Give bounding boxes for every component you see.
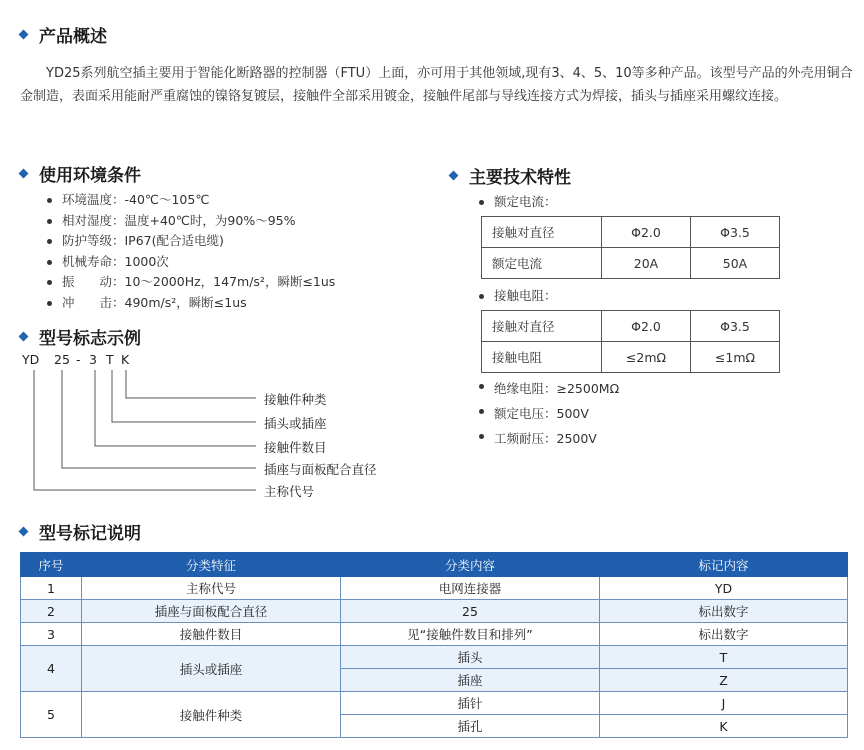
label-main-code: 主称代号 [264,484,315,499]
environment-heading: 使用环境条件 [16,161,141,186]
header-mark: 标记内容 [600,553,848,577]
resistance-table [481,310,780,373]
cell-feature: 接触件种类 [82,692,341,738]
table-row [21,600,848,623]
cell-no: 1 [21,577,82,600]
overview-text: YD25系列航空插主要用于智能化断路器的控制器（FTU）上面，亦可用于其他领域,现有3、4、5、10等多种产品。该型号产品的外壳用铜合金制造，表面采用能耐严重腐蚀的镍铬复镀层，接触件全部采用镀金，接触件尾部与导线连接方式为焊接，插头与插座采用螺纹连接。 [20,66,853,104]
list-item: 振 动：10～2000Hz，147m/s²，瞬断≤1us [44,272,335,293]
cell-mark: T [600,646,848,669]
label-contact-count: 接触件数目 [264,440,327,455]
code-t: T [106,352,114,367]
table-cell: ≤2mΩ [602,342,691,373]
cell-feature: 接触件数目 [82,623,341,646]
table-row [21,623,848,646]
cell-mark: K [600,715,848,738]
model-example-heading: 型号标志示例 [16,324,141,349]
table-row [482,311,780,342]
list-item: 防护等级：IP67(配合适电缆) [44,231,335,252]
table-cell: Φ2.0 [602,217,691,248]
diamond-bullet-icon [19,527,29,537]
table-row [482,248,780,279]
table-cell: 额定电流 [482,248,602,279]
current-table [481,216,780,279]
cell-feature: 插头或插座 [82,646,341,692]
code-k: K [121,352,130,367]
cell-no: 3 [21,623,82,646]
cell-content: 插针 [341,692,600,715]
list-item: 额定电压：500V [476,401,619,426]
table-row [482,217,780,248]
table-cell: 接触对直径 [482,311,602,342]
list-item: 相对湿度：温度+40℃时，为90%～95% [44,211,335,232]
cell-content: 25 [341,600,600,623]
table-cell: Φ3.5 [691,217,780,248]
diamond-bullet-icon [19,30,29,40]
cell-mark: J [600,692,848,715]
table-cell: 50A [691,248,780,279]
model-desc-table [20,552,848,738]
environment-list [44,190,335,313]
cell-content: 插头 [341,646,600,669]
label-diameter: 插座与面板配合直径 [264,462,377,477]
table-row [21,577,848,600]
table-cell: 接触电阻 [482,342,602,373]
header-content: 分类内容 [341,553,600,577]
resistance-title: 接触电阻： [476,286,557,306]
current-title: 额定电流： [476,192,557,212]
cell-content: 插孔 [341,715,600,738]
table-row [21,692,848,715]
diamond-bullet-icon [19,332,29,342]
list-item: 冲 击：490m/s²，瞬断≤1us [44,293,335,314]
cell-mark: YD [600,577,848,600]
code-3: 3 [89,352,97,367]
list-item: 绝缘电阻：≥2500MΩ [476,376,619,401]
tech-heading: 主要技术特性 [446,163,571,188]
label-plug-socket: 插头或插座 [264,416,327,431]
cell-content: 见“接触件数目和排列” [341,623,600,646]
table-cell: Φ2.0 [602,311,691,342]
label-contact-type: 接触件种类 [264,392,327,407]
cell-no: 4 [21,646,82,692]
model-desc-heading: 型号标记说明 [16,519,141,544]
table-header-row [21,553,848,577]
table-cell: 接触对直径 [482,217,602,248]
list-item: 机械寿命：1000次 [44,252,335,273]
current-title-list [476,192,557,212]
code-dash: - [76,352,81,367]
resistance-title-list [476,286,557,306]
model-diagram [0,352,420,512]
table-cell: Φ3.5 [691,311,780,342]
cell-feature: 插座与面板配合直径 [82,600,341,623]
list-item: 环境温度：-40℃～105℃ [44,190,335,211]
cell-content: 插座 [341,669,600,692]
cell-feature: 主称代号 [82,577,341,600]
cell-mark: 标出数字 [600,600,848,623]
code-25: 25 [54,352,70,367]
table-row [482,342,780,373]
code-yd: YD [22,352,40,367]
cell-mark: 标出数字 [600,623,848,646]
diamond-bullet-icon [19,169,29,179]
header-feature: 分类特征 [82,553,341,577]
diamond-bullet-icon [449,171,459,181]
overview-heading: 产品概述 [16,22,107,47]
table-row [21,646,848,669]
bracket-lines [0,352,420,512]
tech-list [476,376,619,451]
table-cell: ≤1mΩ [691,342,780,373]
table-cell: 20A [602,248,691,279]
header-no: 序号 [21,553,82,577]
cell-mark: Z [600,669,848,692]
cell-no: 5 [21,692,82,738]
cell-content: 电网连接器 [341,577,600,600]
cell-no: 2 [21,600,82,623]
list-item: 工频耐压：2500V [476,426,619,451]
